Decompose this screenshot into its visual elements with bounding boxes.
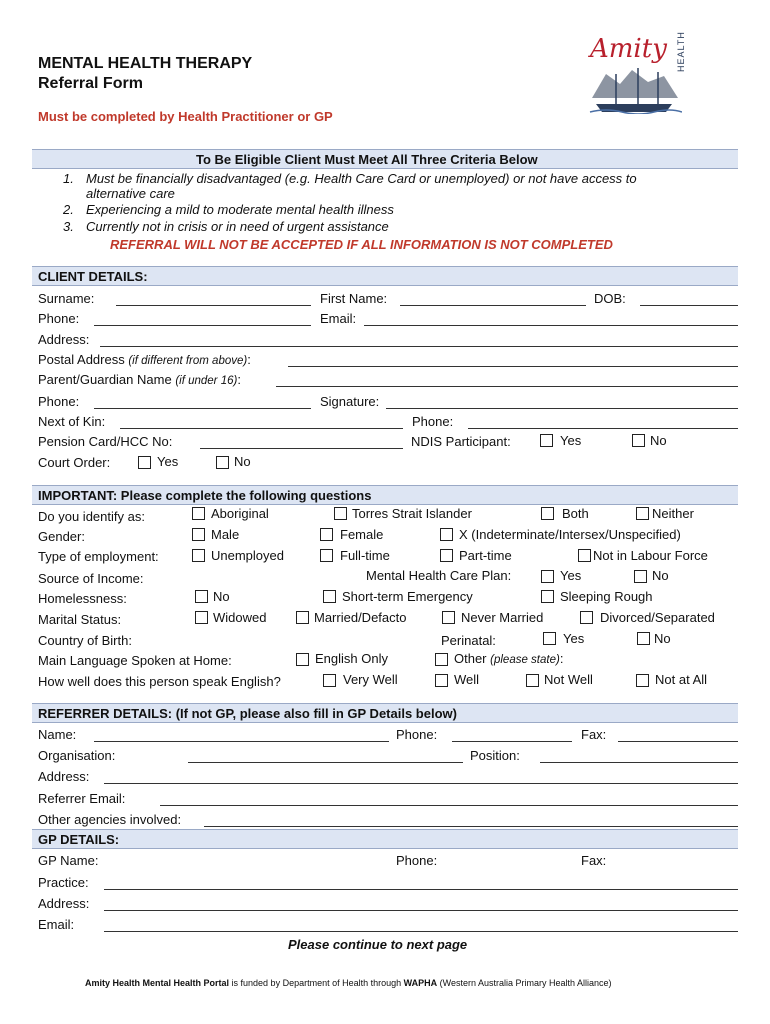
surname-label: Surname: [38, 291, 95, 306]
not-at-all-label: Not at All [655, 672, 708, 687]
kin-phone-label: Phone: [412, 414, 454, 429]
married-label: Married/Defacto [314, 610, 407, 625]
practice-label: Practice: [38, 875, 89, 890]
parent-label [38, 372, 241, 389]
not-well-label: Not Well [544, 672, 593, 687]
language-other-checkbox[interactable] [435, 653, 448, 666]
footer-portal: Amity Health Mental Health Portal [85, 978, 230, 988]
perinatal-no-label: No [654, 631, 671, 646]
language-other-label [454, 651, 563, 668]
logo-subtext: HEALTH [676, 31, 686, 72]
not-in-labour-checkbox[interactable] [578, 549, 591, 562]
sleeping-rough-label: Sleeping Rough [560, 589, 653, 604]
phone-field[interactable] [94, 325, 311, 326]
neither-checkbox[interactable] [636, 507, 649, 520]
logo-text: Amity [590, 34, 667, 64]
gender-x-label: X (Indeterminate/Intersex/Unspecified) [459, 527, 681, 542]
gp-name-label: GP Name: [38, 853, 99, 868]
aboriginal-label: Aboriginal [211, 506, 269, 521]
widowed-label: Widowed [213, 610, 267, 625]
divorced-label: Divorced/Separated [600, 610, 715, 625]
gp-bar [32, 829, 738, 849]
important-heading: IMPORTANT: Please complete the following questions [38, 488, 372, 503]
criteria-item-1: Must be financially disadvantaged (e.g. Health Care Card or unemployed) or not have access to [86, 171, 637, 186]
signature-field[interactable] [386, 408, 738, 409]
male-checkbox[interactable] [192, 528, 205, 541]
birth-label: Country of Birth: [38, 633, 132, 648]
referrer-email-field[interactable] [160, 805, 738, 806]
full-time-checkbox[interactable] [320, 549, 333, 562]
referral-warning: REFERRAL WILL NOT BE ACCEPTED IF ALL INFORMATION IS NOT COMPLETED [110, 237, 613, 252]
surname-field[interactable] [116, 305, 311, 306]
perinatal-no-checkbox[interactable] [637, 632, 650, 645]
form-subtitle: Referral Form [38, 75, 143, 92]
full-time-label: Full-time [340, 548, 390, 563]
footer-wapha: WAPHA [403, 978, 438, 988]
never-married-checkbox[interactable] [442, 611, 455, 624]
employment-label: Type of employment: [38, 549, 159, 564]
gp-fax-label: Fax: [581, 853, 607, 868]
parent-text: Parent/Guardian Name [38, 372, 172, 387]
part-time-checkbox[interactable] [440, 549, 453, 562]
mhcp-label: Mental Health Care Plan: [366, 568, 512, 583]
dob-field[interactable] [640, 305, 738, 306]
referrer-address-field[interactable] [104, 783, 738, 784]
gender-label: Gender: [38, 529, 85, 544]
footer-text [85, 977, 612, 989]
mhcp-yes-label: Yes [560, 568, 582, 583]
organisation-field[interactable] [188, 762, 463, 763]
gp-address-label: Address: [38, 896, 90, 911]
form-title: MENTAL HEALTH THERAPY [38, 55, 253, 72]
torres-strait-checkbox[interactable] [334, 507, 347, 520]
phone2-label: Phone: [38, 394, 80, 409]
unemployed-label: Unemployed [211, 548, 284, 563]
male-label: Male [211, 527, 240, 542]
perinatal-label: Perinatal: [441, 633, 496, 648]
sleeping-rough-checkbox[interactable] [541, 590, 554, 603]
criteria-item-1-cont: alternative care [86, 186, 175, 201]
organisation-label: Organisation: [38, 748, 116, 763]
address-field[interactable] [100, 346, 738, 347]
criteria-item-3: Currently not in crisis or in need of urgent assistance [86, 219, 389, 234]
perinatal-yes-label: Yes [563, 631, 585, 646]
email-label: Email: [320, 311, 357, 326]
agencies-field[interactable] [204, 826, 738, 827]
gender-x-checkbox[interactable] [440, 528, 453, 541]
unemployed-checkbox[interactable] [192, 549, 205, 562]
criteria-item-2: Experiencing a mild to moderate mental health illness [86, 202, 394, 217]
female-label: Female [340, 527, 384, 542]
dob-label: DOB: [594, 291, 626, 306]
phone-label: Phone: [38, 311, 80, 326]
postal-address-text: Postal Address [38, 352, 125, 367]
email-field[interactable] [364, 325, 738, 326]
postal-colon: : [247, 352, 251, 367]
criteria-heading: To Be Eligible Client Must Meet All Three Criteria Below [196, 152, 538, 167]
aboriginal-checkbox[interactable] [192, 507, 205, 520]
well-checkbox[interactable] [435, 674, 448, 687]
divorced-checkbox[interactable] [580, 611, 593, 624]
amity-health-logo [586, 31, 698, 114]
language-other-note: (please state) [490, 654, 560, 666]
footer-mid: is funded by Department of Health through [229, 978, 404, 988]
referrer-address-label: Address: [38, 769, 90, 784]
criteria-num-2: 2. [63, 202, 74, 217]
referrer-email-label: Referrer Email: [38, 791, 126, 806]
referrer-fax-field[interactable] [618, 741, 738, 742]
both-label: Both [562, 506, 589, 521]
completion-note: Must be completed by Health Practitioner or GP [38, 109, 333, 124]
income-label: Source of Income: [38, 571, 144, 586]
perinatal-yes-checkbox[interactable] [543, 632, 556, 645]
both-checkbox[interactable] [541, 507, 554, 520]
marital-label: Marital Status: [38, 612, 122, 627]
client-details-heading: CLIENT DETAILS: [38, 269, 148, 284]
identify-label: Do you identify as: [38, 509, 145, 524]
postal-address-label [38, 352, 251, 369]
client-details-bar [32, 266, 738, 286]
gp-email-field[interactable] [104, 931, 738, 932]
postal-address-field[interactable] [288, 366, 738, 367]
gp-email-label: Email: [38, 917, 75, 932]
english-only-checkbox[interactable] [296, 653, 309, 666]
english-label: How well does this person speak English? [38, 674, 281, 689]
court-order-label: Court Order: [38, 455, 111, 470]
important-bar [32, 485, 738, 505]
gp-heading: GP DETAILS: [38, 832, 120, 847]
not-at-all-checkbox[interactable] [636, 674, 649, 687]
short-term-label: Short-term Emergency [342, 589, 473, 604]
english-only-label: English Only [315, 651, 388, 666]
court-no-label: No [234, 454, 251, 469]
female-checkbox[interactable] [320, 528, 333, 541]
continue-note: Please continue to next page [288, 937, 468, 952]
gp-address-field[interactable] [104, 910, 738, 911]
referrer-heading: REFERRER DETAILS: (If not GP, please also fill in GP Details below) [38, 706, 457, 721]
homeless-label: Homelessness: [38, 591, 127, 606]
never-married-label: Never Married [461, 610, 544, 625]
neither-label: Neither [652, 506, 694, 521]
signature-label: Signature: [320, 394, 380, 409]
parent-colon: : [237, 372, 241, 387]
married-checkbox[interactable] [296, 611, 309, 624]
language-other-text: Other [454, 651, 487, 666]
ndis-yes-checkbox[interactable] [540, 434, 553, 447]
referrer-name-label: Name: [38, 727, 77, 742]
pension-field[interactable] [200, 448, 403, 449]
referrer-fax-label: Fax: [581, 727, 607, 742]
not-in-labour-label: Not in Labour Force [593, 548, 708, 563]
mhcp-yes-checkbox[interactable] [541, 570, 554, 583]
position-field[interactable] [540, 762, 738, 763]
ndis-yes-label: Yes [560, 433, 582, 448]
next-of-kin-label: Next of Kin: [38, 414, 106, 429]
referrer-phone-field[interactable] [452, 741, 572, 742]
footer-end: (Western Australia Primary Health Alliance) [437, 978, 612, 988]
postal-address-note: (if different from above) [128, 355, 248, 367]
homeless-no-label: No [213, 589, 230, 604]
not-well-checkbox[interactable] [526, 674, 539, 687]
language-label: Main Language Spoken at Home: [38, 653, 232, 668]
gp-phone-label: Phone: [396, 853, 438, 868]
torres-strait-label: Torres Strait Islander [352, 506, 472, 521]
very-well-checkbox[interactable] [323, 674, 336, 687]
ship-icon [586, 60, 682, 114]
address-label: Address: [38, 332, 90, 347]
language-other-colon: : [559, 651, 564, 666]
widowed-checkbox[interactable] [195, 611, 208, 624]
referrer-name-field[interactable] [94, 741, 389, 742]
part-time-label: Part-time [459, 548, 512, 563]
kin-phone-field[interactable] [468, 428, 738, 429]
first-name-label: First Name: [320, 291, 388, 306]
parent-field[interactable] [276, 386, 738, 387]
mhcp-no-checkbox[interactable] [634, 570, 647, 583]
phone2-field[interactable] [94, 408, 311, 409]
first-name-field[interactable] [400, 305, 586, 306]
ndis-no-label: No [650, 433, 667, 448]
criteria-bar [32, 149, 738, 169]
referrer-bar [32, 703, 738, 723]
pension-label: Pension Card/HCC No: [38, 434, 173, 449]
next-of-kin-field[interactable] [120, 428, 403, 429]
very-well-label: Very Well [343, 672, 398, 687]
court-yes-label: Yes [157, 454, 179, 469]
court-no-checkbox[interactable] [216, 456, 229, 469]
agencies-label: Other agencies involved: [38, 812, 182, 827]
well-label: Well [454, 672, 480, 687]
position-label: Position: [470, 748, 520, 763]
ndis-label: NDIS Participant: [411, 434, 511, 449]
referrer-phone-label: Phone: [396, 727, 438, 742]
mhcp-no-label: No [652, 568, 669, 583]
short-term-checkbox[interactable] [323, 590, 336, 603]
homeless-no-checkbox[interactable] [195, 590, 208, 603]
practice-field[interactable] [104, 889, 738, 890]
criteria-num-3: 3. [63, 219, 74, 234]
criteria-num-1: 1. [63, 171, 74, 186]
parent-note: (if under 16) [175, 375, 238, 387]
court-yes-checkbox[interactable] [138, 456, 151, 469]
ndis-no-checkbox[interactable] [632, 434, 645, 447]
